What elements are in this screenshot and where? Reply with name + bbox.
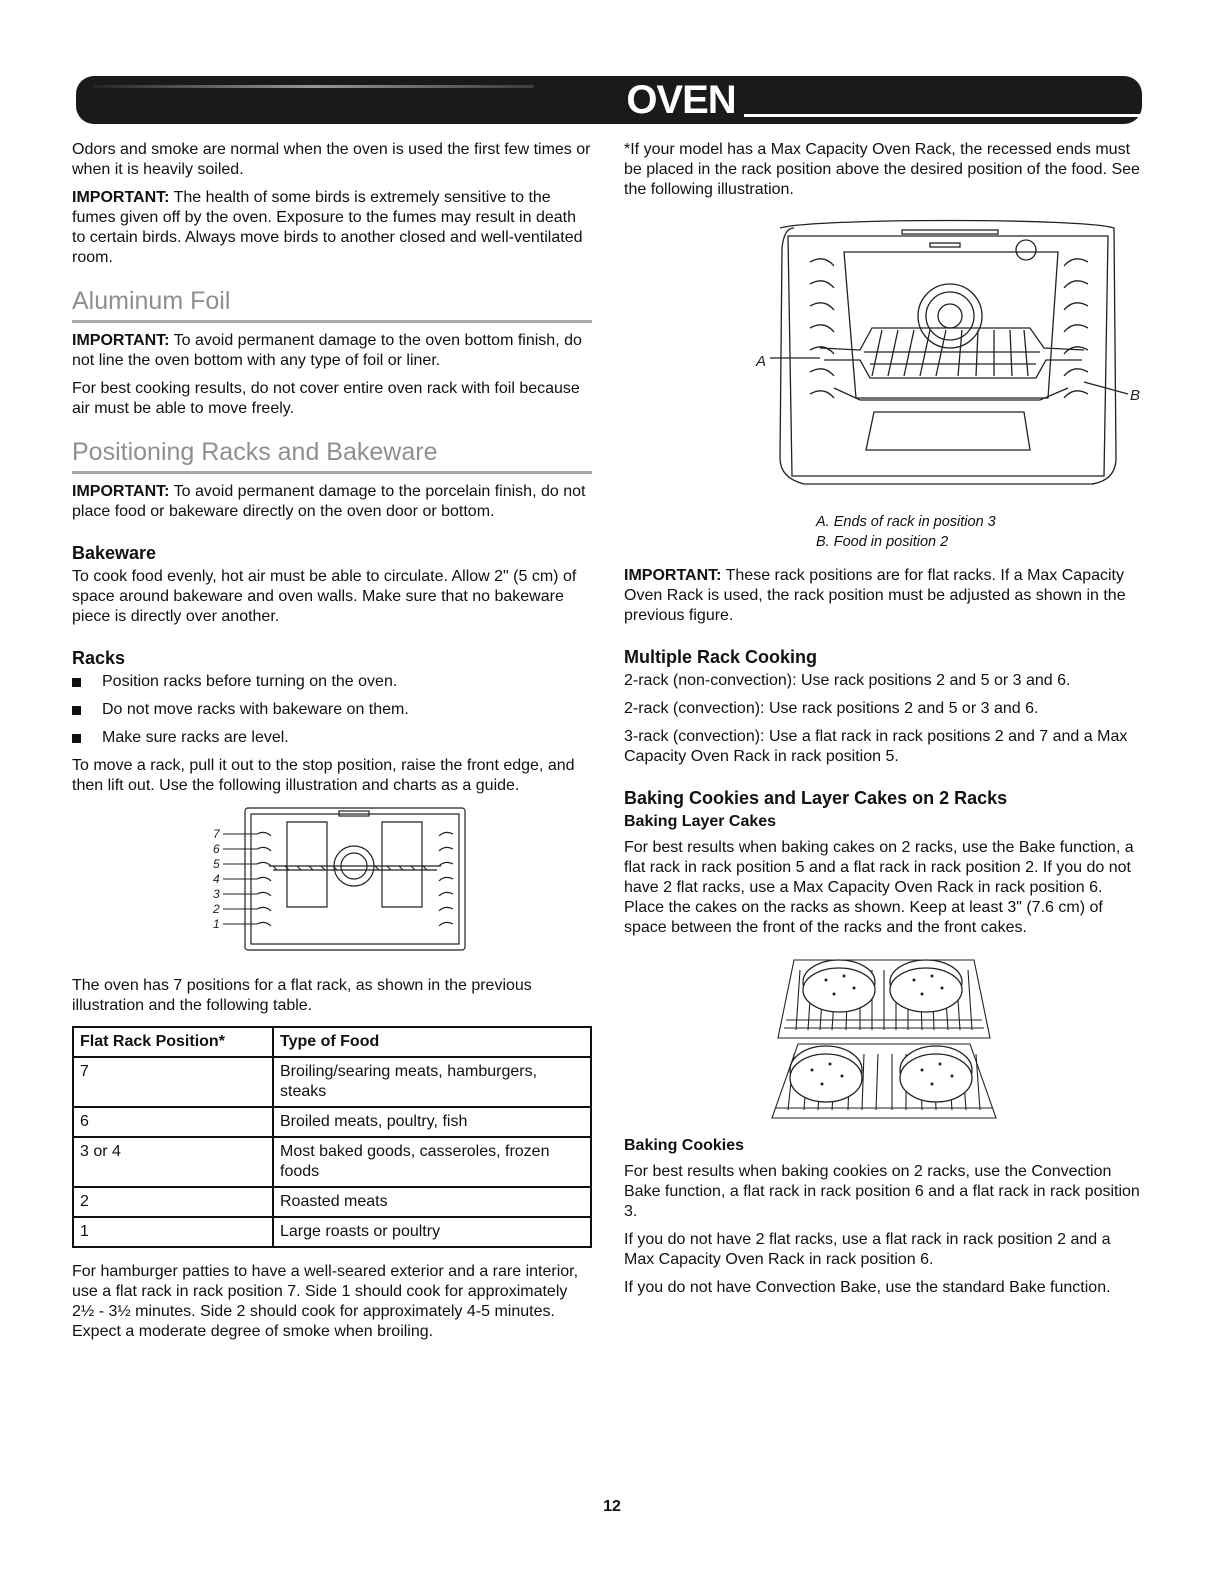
move-rack-paragraph: To move a rack, pull it out to the stop position, raise the front edge, and then lift out. Use the following illustration and charts as a guide. bbox=[72, 757, 575, 794]
table-row bbox=[73, 1217, 591, 1247]
table-row bbox=[73, 1107, 591, 1137]
rack-position-table bbox=[72, 1026, 592, 1248]
important-label: IMPORTANT: bbox=[72, 332, 170, 349]
rack-number-2: 2 bbox=[213, 902, 220, 916]
positions-paragraph: The oven has 7 positions for a flat rack, as shown in the previous illustration and the following table. bbox=[72, 977, 532, 1014]
porcelain-warning-text: To avoid permanent damage to the porcelain finish, do not place food or bakeware directly on the oven door or bottom. bbox=[72, 483, 586, 520]
table-cell: Roasted meats bbox=[273, 1187, 591, 1217]
foil-paragraph: For best cooking results, do not cover entire oven rack with foil because air must be able to move freely. bbox=[72, 380, 580, 417]
birds-warning-text: The health of some birds is extremely sensitive to the fumes given off by the oven. Exposure to the fumes may result in death to certain birds. Always move birds to another closed and well-ventilated room. bbox=[72, 189, 583, 266]
bullet-item: Do not move racks with bakeware on them. bbox=[72, 700, 592, 720]
table-row bbox=[73, 1057, 591, 1107]
table-header-row bbox=[73, 1027, 591, 1057]
bullet-item: Make sure racks are level. bbox=[72, 728, 592, 748]
rack-number-6: 6 bbox=[213, 842, 220, 856]
multi-rack-line: 2-rack (convection): Use rack positions 2 and 5 or 3 and 6. bbox=[624, 700, 1039, 717]
section-title: OVEN bbox=[621, 77, 741, 123]
rack-positions-illustration bbox=[187, 804, 477, 954]
flat-racks-warning bbox=[624, 566, 1144, 626]
aluminum-foil-heading: Aluminum Foil bbox=[72, 286, 592, 323]
racks-heading: Racks bbox=[72, 648, 126, 668]
cookies-cakes-heading: Baking Cookies and Layer Cakes on 2 Racks bbox=[624, 788, 1008, 808]
rack-number-1: 1 bbox=[213, 917, 220, 931]
porcelain-warning bbox=[72, 482, 592, 522]
important-label: IMPORTANT: bbox=[72, 189, 170, 206]
rack-number-3: 3 bbox=[213, 887, 220, 901]
hamburger-paragraph: For hamburger patties to have a well-seared exterior and a rare interior, use a flat rack in rack position 7. Side 1 should cook for approximately 2½ - 3½ minutes. Side 2 should cook for approximately 4-5 minutes. Expect a moderate degree of smoke when broiling. bbox=[72, 1263, 579, 1340]
foil-warning bbox=[72, 331, 592, 371]
foil-warning-text: To avoid permanent damage to the oven bottom finish, do not line the oven bottom with any type of foil or liner. bbox=[72, 332, 582, 369]
banner-stripe bbox=[744, 114, 1212, 117]
cakes-on-racks-illustration bbox=[764, 950, 1004, 1120]
figure-caption-b: B. Food in position 2 bbox=[816, 534, 949, 550]
important-label: IMPORTANT: bbox=[624, 567, 722, 584]
important-label: IMPORTANT: bbox=[72, 483, 170, 500]
table-cell: 1 bbox=[73, 1217, 273, 1247]
left-column bbox=[72, 140, 592, 1350]
birds-warning bbox=[72, 188, 592, 268]
rack-number-4: 4 bbox=[213, 872, 220, 886]
table-cell: 6 bbox=[73, 1107, 273, 1137]
figure-label-a: A bbox=[756, 353, 767, 370]
bakeware-paragraph: To cook food evenly, hot air must be able to circulate. Allow 2" (5 cm) of space around bakeware and oven walls. Make sure that no bakeware piece is directly over another. bbox=[72, 568, 577, 625]
table-header-cell: Type of Food bbox=[273, 1027, 591, 1057]
layer-cakes-subheading: Baking Layer Cakes bbox=[624, 813, 777, 830]
cookies-paragraph: If you do not have Convection Bake, use the standard Bake function. bbox=[624, 1279, 1111, 1296]
page-number: 12 bbox=[603, 1498, 621, 1515]
figure-spacer bbox=[624, 498, 1144, 512]
banner-highlight bbox=[94, 85, 534, 88]
table-header-cell: Flat Rack Position* bbox=[73, 1027, 273, 1057]
table-row bbox=[73, 1187, 591, 1217]
table-cell: Broiling/searing meats, hamburgers, steaks bbox=[273, 1057, 591, 1107]
table-cell: Most baked goods, casseroles, frozen foods bbox=[273, 1137, 591, 1187]
layer-cakes-paragraph: For best results when baking cakes on 2 racks, use the Bake function, a flat rack in rack position 5 and a flat rack in rack position 2. If you do not have 2 flat racks, use a Max Capacity Oven Rack in rack position 6. Place the cakes on the racks as shown. Keep at least 3" (7.6 cm) of space between the front of the racks and the front cakes. bbox=[624, 839, 1134, 936]
rack-number-5: 5 bbox=[213, 857, 220, 871]
multiple-rack-heading: Multiple Rack Cooking bbox=[624, 647, 818, 667]
figure-caption-a: A. Ends of rack in position 3 bbox=[816, 514, 996, 530]
positioning-racks-heading: Positioning Racks and Bakeware bbox=[72, 437, 592, 474]
bullet-item: Position racks before turning on the oven. bbox=[72, 672, 592, 692]
table-cell: 2 bbox=[73, 1187, 273, 1217]
bakeware-heading: Bakeware bbox=[72, 543, 157, 563]
multi-rack-line: 2-rack (non-convection): Use rack positions 2 and 5 or 3 and 6. bbox=[624, 672, 1071, 689]
cookies-paragraph: If you do not have 2 flat racks, use a flat rack in rack position 2 and a Max Capacity Oven Rack in rack position 6. bbox=[624, 1231, 1111, 1268]
cookies-paragraph: For best results when baking cookies on 2 racks, use the Convection Bake function, a flat rack in rack position 6 and a flat rack in rack position 3. bbox=[624, 1163, 1140, 1220]
rack-number-7: 7 bbox=[213, 827, 220, 841]
max-capacity-note: *If your model has a Max Capacity Oven Rack, the recessed ends must be placed in the rack position above the desired position of the food. See the following illustration. bbox=[624, 141, 1140, 198]
table-cell: 3 or 4 bbox=[73, 1137, 273, 1187]
intro-paragraph: Odors and smoke are normal when the oven is used the first few times or when it is heavily soiled. bbox=[72, 141, 591, 178]
baking-cookies-subheading: Baking Cookies bbox=[624, 1137, 745, 1154]
flat-racks-warning-text: These rack positions are for flat racks. If a Max Capacity Oven Rack is used, the rack position must be adjusted as shown in the previous figure. bbox=[624, 567, 1126, 624]
table-row bbox=[73, 1137, 591, 1187]
table-cell: Large roasts or poultry bbox=[273, 1217, 591, 1247]
right-column bbox=[624, 140, 1144, 1306]
max-capacity-rack-illustration bbox=[684, 208, 1141, 498]
table-cell: Broiled meats, poultry, fish bbox=[273, 1107, 591, 1137]
racks-bullet-list bbox=[72, 672, 592, 748]
multi-rack-line: 3-rack (convection): Use a flat rack in rack positions 2 and 7 and a Max Capacity Oven Rack in rack position 5. bbox=[624, 728, 1128, 765]
figure-label-b: B bbox=[1130, 387, 1141, 404]
section-banner bbox=[76, 76, 1142, 124]
table-cell: 7 bbox=[73, 1057, 273, 1107]
